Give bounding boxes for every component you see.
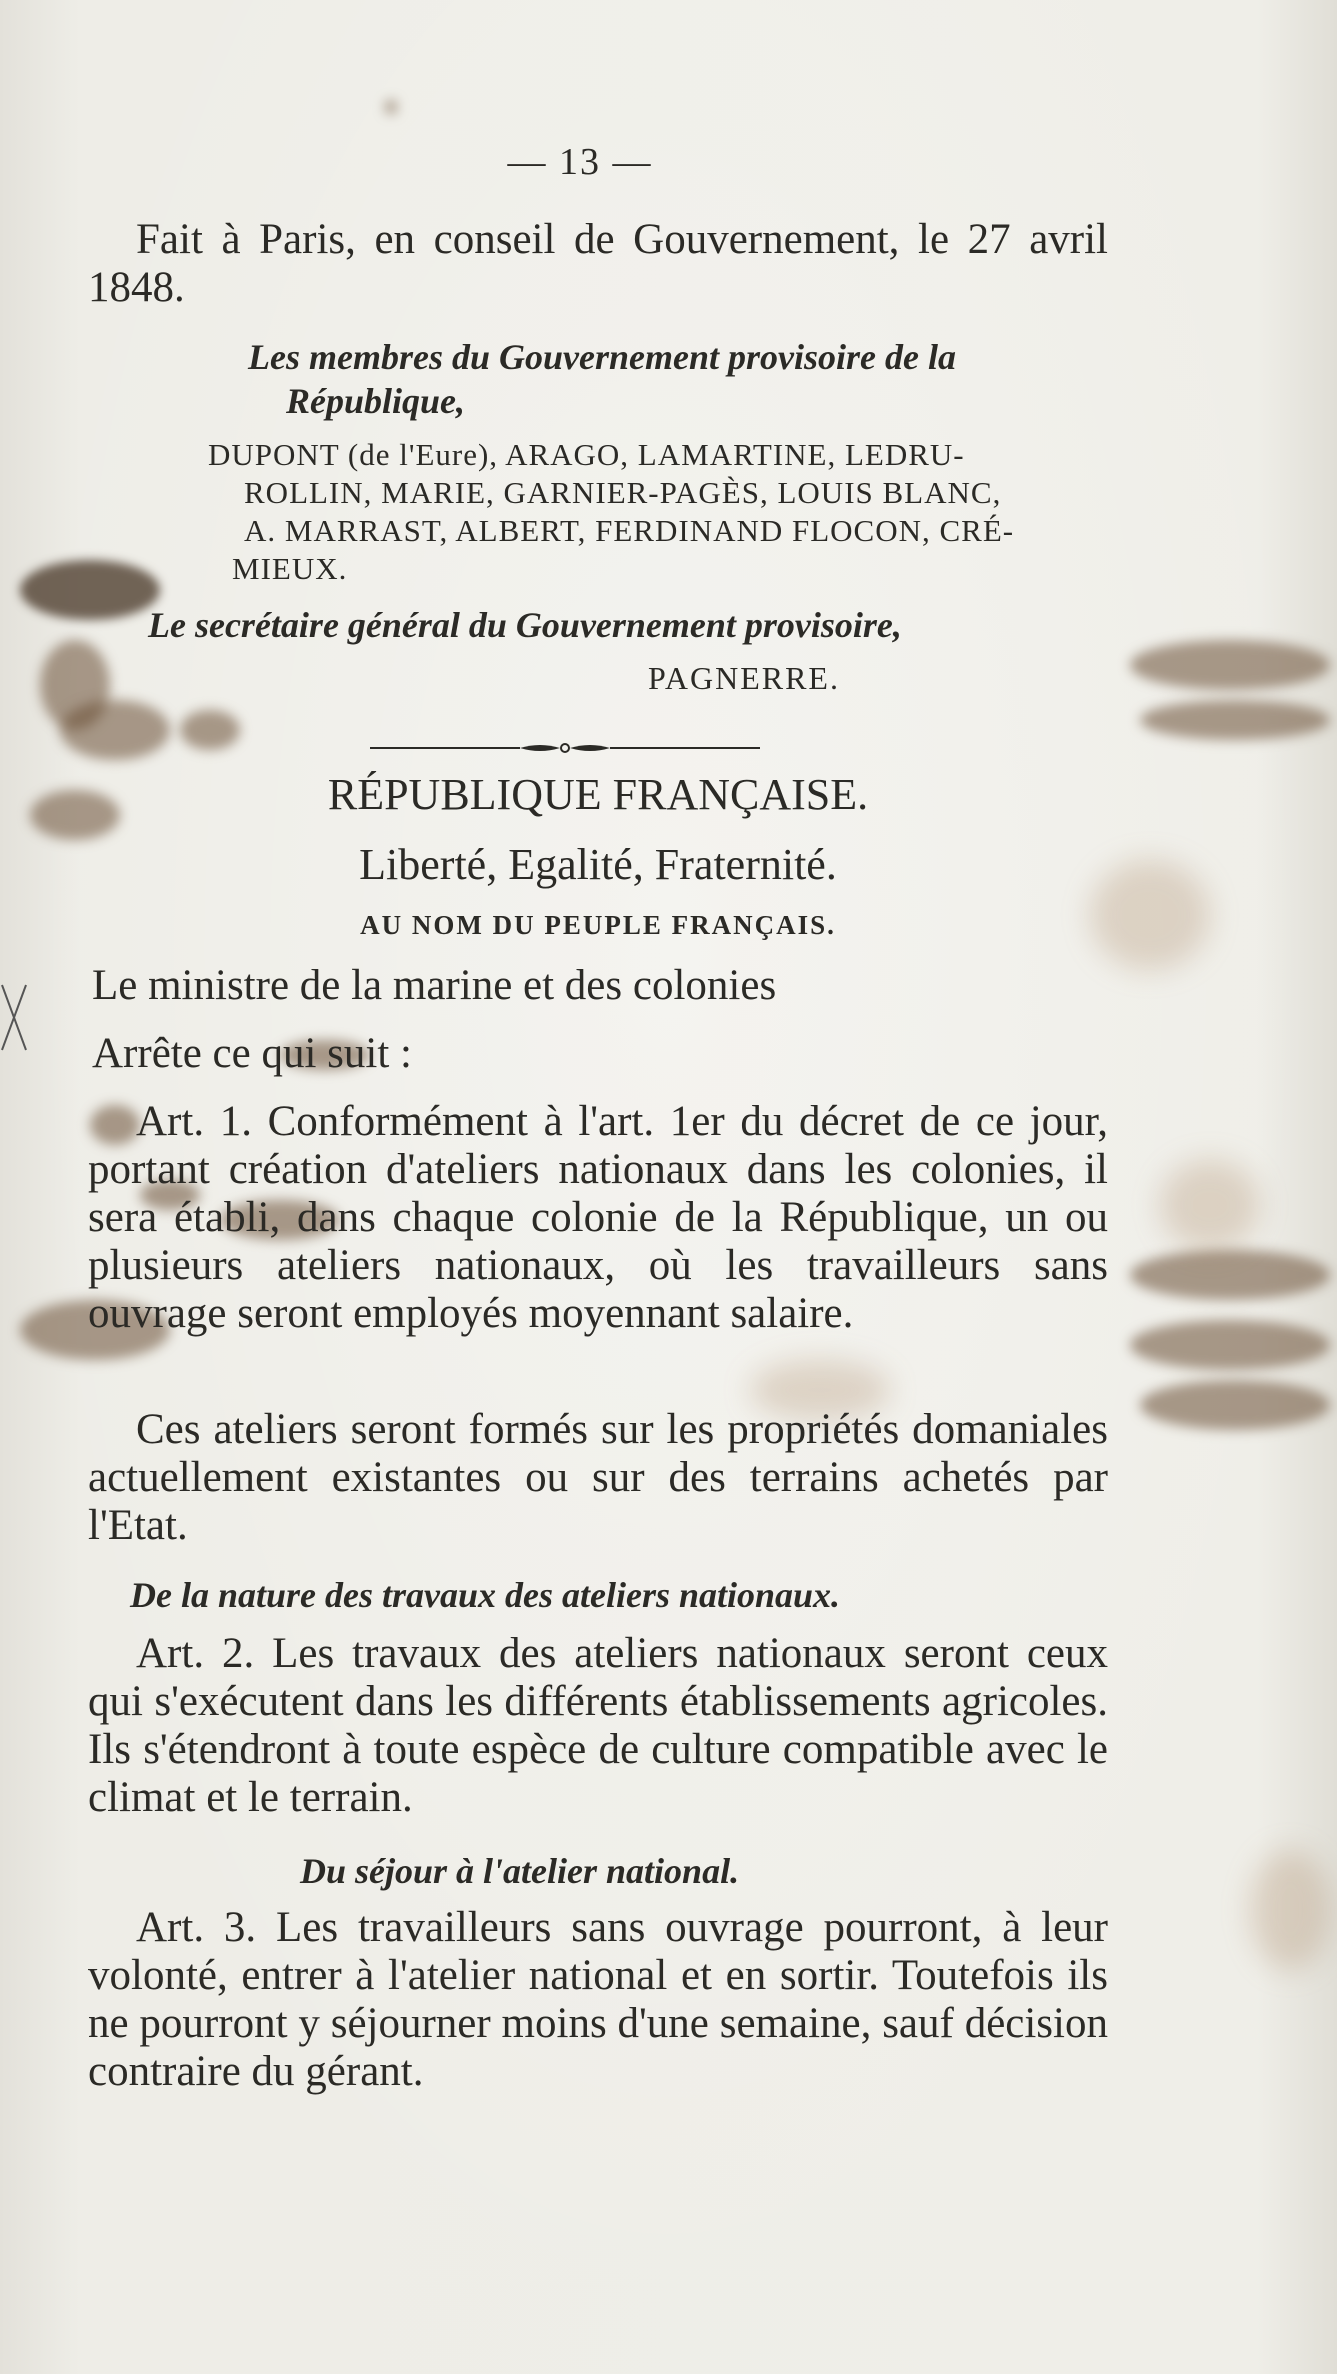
republic-title: RÉPUBLIQUE FRANÇAISE. — [327, 770, 869, 819]
section-heading-nature: De la nature des travaux des ateliers nationaux. — [130, 1575, 841, 1615]
section-heading-sejour: Du séjour à l'atelier national. — [300, 1851, 740, 1891]
signatory-line: ROLLIN, MARIE, GARNIER-PAGÈS, LOUIS BLANC, — [244, 475, 1002, 510]
signatory-line: DUPONT (de l'Eure), ARAGO, LAMARTINE, LEDRU- — [208, 437, 965, 472]
signature-heading-line2: République, — [286, 381, 466, 421]
margin-pencil-mark — [0, 980, 30, 1060]
stain-mark — [1160, 1160, 1260, 1250]
article-3: Art. 3. Les travailleurs sans ouvrage pourront, à leur volonté, entrer à l'atelier national et en sortir. Toutefois ils ne pourront y séjourner moins d'une semaine, sauf décision contraire du gérant. — [88, 1904, 1108, 2095]
signatory-line: MIEUX. — [232, 551, 348, 586]
article-1: Art. 1. Conformément à l'art. 1er du décret de ce jour, portant création d'ateliers nationaux dans les colonies, il sera établi, dans chaque colonie de la République, un ou plusieurs ateliers nationaux, où les travailleurs sans ouvrage seront employés moyennant salaire. — [88, 1098, 1108, 1337]
secretary-name: PAGNERRE. — [648, 660, 840, 696]
stain-mark — [180, 710, 240, 750]
page-number: — 13 — — [507, 141, 653, 183]
opening-paragraph: Fait à Paris, en conseil de Gouvernement, le 27 avril 1848. — [88, 216, 1108, 311]
stain-mark — [20, 560, 160, 620]
stain-mark — [1130, 640, 1330, 690]
minister-line: Le ministre de la marine et des colonies — [92, 962, 777, 1009]
ornamental-rule — [370, 740, 760, 756]
stain-mark — [60, 700, 170, 760]
signature-heading-line1: Les membres du Gouvernement provisoire de la — [248, 337, 956, 377]
au-nom-heading: AU NOM DU PEUPLE FRANÇAIS. — [360, 910, 836, 940]
republic-motto: Liberté, Egalité, Fraternité. — [359, 840, 837, 889]
article-2: Art. 2. Les travaux des ateliers nationaux seront ceux qui s'exécutent dans les différents établissements agricoles. Ils s'étendront à toute espèce de culture compatible avec le climat et le terrain. — [88, 1630, 1108, 1821]
secretary-heading: Le secrétaire général du Gouvernement provisoire, — [148, 605, 902, 645]
arrete-line: Arrête ce qui suit : — [92, 1030, 413, 1077]
stain-mark — [1130, 1250, 1330, 1300]
stain-mark — [1130, 1320, 1330, 1370]
article-1-continued: Ces ateliers seront formés sur les propriétés domaniales actuellement existantes ou sur des terrains achetés par l'Etat. — [88, 1406, 1108, 1549]
stain-mark — [1140, 700, 1330, 740]
stain-mark — [385, 100, 397, 114]
signatory-line: A. MARRAST, ALBERT, FERDINAND FLOCON, CRÉ- — [244, 513, 1015, 548]
stain-mark — [1250, 1850, 1330, 1970]
stain-mark — [1140, 1380, 1330, 1430]
stain-mark — [1090, 860, 1210, 970]
